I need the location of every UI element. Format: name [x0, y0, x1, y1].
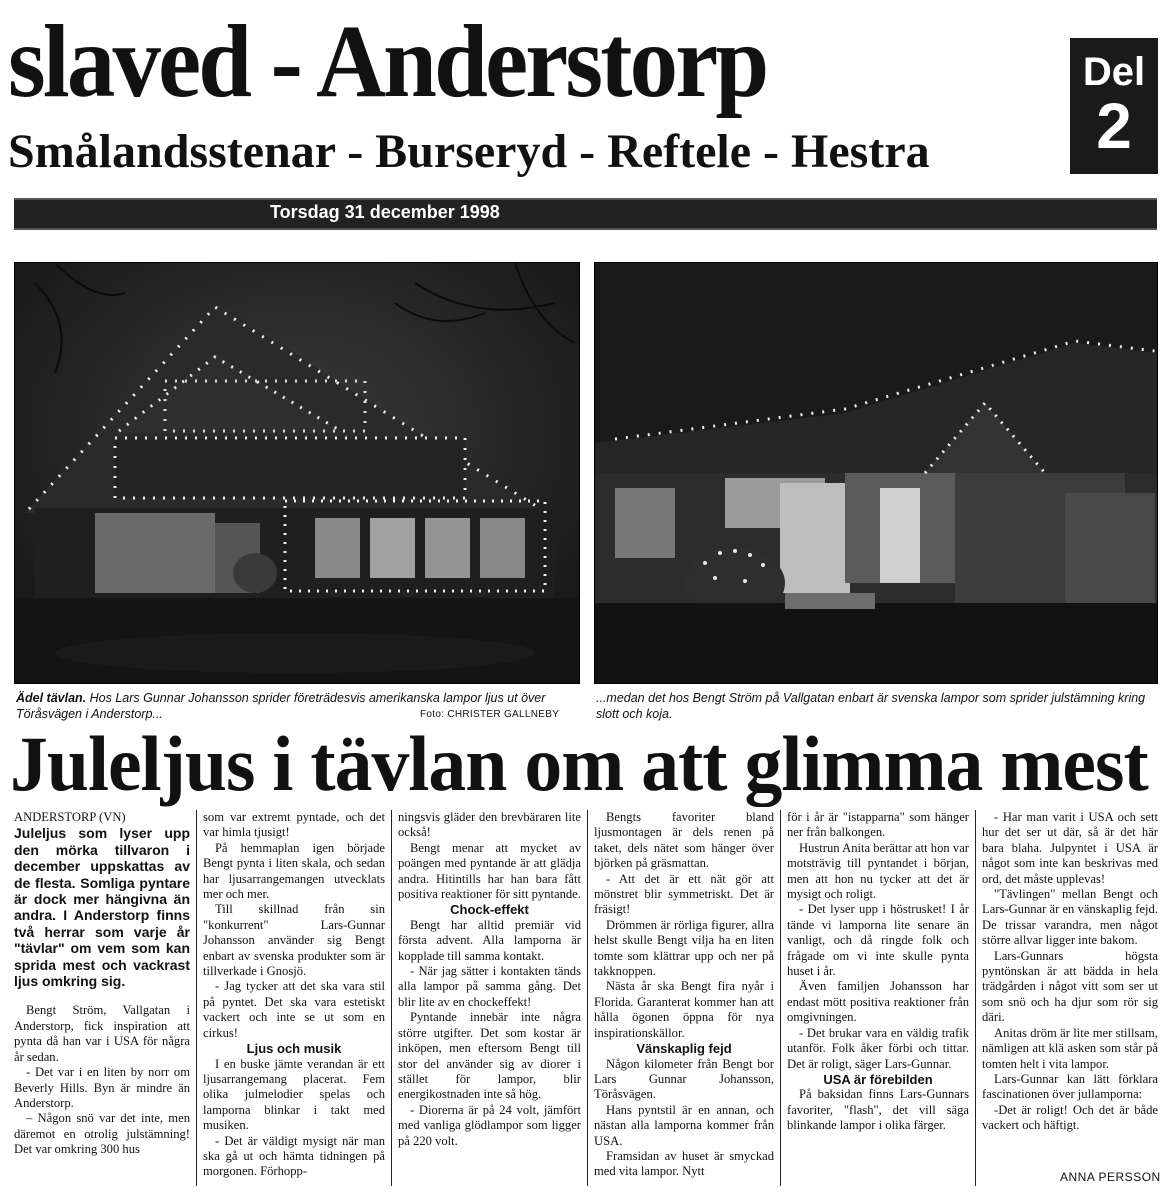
house-photo-right [595, 263, 1157, 683]
paragraph: "Tävlingen" mellan Bengt och Lars-Gunnar är en vänskaplig fejd. De trissar varandra, men något större allvar ligger inte bakom. [982, 887, 1158, 948]
paragraph: Någon kilometer från Bengt bor Lars Gunnar Johansson, Töråsvägen. [594, 1056, 774, 1102]
paragraph: - När jag sätter i kontakten tänds alla lampor på samma gång. Det blir lite av en chockeffekt! [398, 964, 581, 1009]
dateline: ANDERSTORP (VN) [14, 810, 126, 824]
column-rule [780, 810, 781, 1186]
masthead-subtitle: Smålandsstenar - Burseryd - Reftele - Hestra [8, 125, 930, 178]
paragraph: Anitas dröm är lite mer stillsam, nämligen att klä asken som står på tomten helt i vita lampor. [982, 1025, 1158, 1071]
column-2 [203, 810, 385, 1180]
subheading: Vänskaplig fejd [636, 1041, 732, 1057]
paragraph: På hemmaplan igen började Bengt pynta i liten skala, och sedan har ljusarrangemangen utvecklats mer och mer. [203, 840, 385, 902]
paragraph: Hans pyntstil är en annan, och nästan alla lamporna kommer från USA. [594, 1102, 774, 1148]
house-photo-left [15, 263, 579, 683]
article-headline: Juleljus i tävlan om att glimma mest [10, 720, 1148, 807]
section-number: 2 [1096, 90, 1132, 162]
issue-date: Torsdag 31 december 1998 [270, 202, 500, 222]
paragraph: Nästa år ska Bengt fira nyår i Florida. Garanterat kommer han att hålla ögonen öppna för nya inspirationskällor. [594, 979, 774, 1040]
column-1 [14, 810, 190, 1158]
section-badge [1070, 38, 1158, 174]
photo-right [594, 262, 1158, 684]
paragraph: Bengt Ström, Vallgatan i Anderstorp, fick inspiration att pynta då han var i USA för några år sedan. [14, 1003, 190, 1064]
paragraph: Lars-Gunnar kan lätt förklara fascinationen över jullamporna: [982, 1071, 1158, 1102]
paragraph: Drömmen är rörliga figurer, allra helst skulle Bengt vilja ha en liten tomte som klättrar upp och ner på takknoppen. [594, 917, 774, 979]
masthead-title: slaved - Anderstorp [8, 4, 767, 119]
paragraph: - Det är väldigt mysigt när man ska gå ut och hämta tidningen på morgonen. Förhopp- [203, 1133, 385, 1179]
paragraph: - Att det är ett nät gör att mönstret blir symmetriskt. Det är fräsigt! [594, 871, 774, 917]
paragraph: På baksidan finns Lars-Gunnars favoriter, "flash", det vill säga blinkande lampor i olika färger. [787, 1087, 969, 1133]
paragraph: Även familjen Johansson har endast mött positiva reaktioner från omgivningen. [787, 979, 969, 1025]
paragraph: ningsvis gläder den brevbäraren lite också! [398, 810, 581, 840]
article-lead: Juleljus som lyser upp den mörka tillvaron i december uppskattas av de flesta. Somliga pyntare är dock mer hängivna än andra. I Anderstorp finns två herrar som varje år "tävlar" om vem som kan sprida mest och vackrast ljus omkring sig. [14, 825, 190, 990]
subheading: USA är förebilden [823, 1071, 933, 1087]
paragraph: -Det är roligt! Och det är både vackert och häftigt. [982, 1102, 1158, 1133]
paragraph: - Det brukar vara en väldig trafik utanför. Folk åker förbi och tittar. Det är roligt, säger Lars-Gunnar. [787, 1025, 969, 1071]
paragraph: Bengts favoriter bland ljusmontagen är dels renen på taket, dels nätet som hänger över björken på gräsmattan. [594, 810, 774, 871]
subheading: Chock-effekt [450, 902, 529, 918]
column-6 [982, 810, 1158, 1134]
column-rule [975, 810, 976, 1186]
paragraph: - Det var i en liten by norr om Beverly Hills. Byn är mindre än Anderstorp. [14, 1065, 190, 1110]
paragraph: Hustrun Anita berättar att hon var motsträvig till pyntandet i början, men att hon nu tycker att det är mysigt och roligt. [787, 840, 969, 902]
date-bar [14, 198, 1157, 230]
paragraph: Bengt menar att mycket av poängen med pyntande är att glädja andra. Hitintills har han bara fått positiva reaktioner för sitt pyntande. [398, 840, 581, 902]
paragraph: - Har man varit i USA och sett hur det ser ut där, så är det här bara blaha. Julpyntet i USA är något som inte kan beskrivas med ord, det måste upplevas! [982, 810, 1158, 886]
section-label: Del [1082, 50, 1146, 94]
paragraph: - Det lyser upp i höstrusket! I år tände vi lamporna lite senare än vanligt, och då ringde folk och frågade om vi inte skulle pynta huset i år. [787, 902, 969, 979]
paragraph: – Någon snö var det inte, men däremot en otrolig julstämning! Det var omkring 300 hus [14, 1111, 190, 1157]
paragraph: I en buske jämte verandan är ett ljusarrangemang placerat. Fem olika julmelodier spelas och lamporna blinkar i takt med musiken. [203, 1056, 385, 1133]
column-rule [391, 810, 392, 1186]
column-rule [196, 810, 197, 1186]
column-3 [398, 810, 581, 1149]
photo-credit: Foto: CHRISTER GALLNEBY [420, 709, 560, 720]
column-5 [787, 810, 969, 1134]
paragraph: Bengt har alltid premiär vid första advent. Alla lamporna är kopplade till samma kontakt. [398, 917, 581, 963]
column-rule [587, 810, 588, 1186]
paragraph: Lars-Gunnars högsta pyntönskan är att bädda in hela trädgården i något vitt som ser ut som snö och ha djur som rör sig däri. [982, 948, 1158, 1025]
paragraph: för i år är "istapparna" som hänger ner från balkongen. [787, 810, 969, 840]
paragraph: som var extremt pyntade, och det var himla tjusigt! [203, 810, 385, 840]
paragraph: Framsidan av huset är smyckad med vita lampor. Nytt [594, 1148, 774, 1179]
paragraph: - Diorerna är på 24 volt, jämfört med vanliga glödlampor som ligger på 220 volt. [398, 1102, 581, 1148]
photo-left [14, 262, 580, 684]
caption-lead: Ädel tävlan. [16, 691, 87, 705]
caption-text-left: Hos Lars Gunnar Johansson sprider företrädesvis amerikanska lampor ljus ut över Töråsvägen i Anderstorp... [16, 691, 546, 721]
byline: ANNA PERSSON [1060, 1170, 1161, 1184]
subheading: Ljus och musik [246, 1041, 342, 1057]
paragraph: Pyntande innebär inte några större utgifter. Det som kostar är inköpen, men eftersom Bengt till stor del använder sig av diorer i stället för lampor, blir energikostnaden inte så hög. [398, 1010, 581, 1102]
column-4 [594, 810, 774, 1180]
paragraph: - Jag tycker att det ska vara stil på pyntet. Det ska vara estetiskt vackert och inte se ut som en cirkus! [203, 979, 385, 1040]
paragraph: Till skillnad från sin "konkurrent" Lars-Gunnar Johansson använder sig Bengt enbart av svenska produkter som är tillverkade i Gnosjö. [203, 902, 385, 979]
photo-caption-right: ...medan det hos Bengt Ström på Vallgatan enbart är svenska lampor som sprider julstämning kring slott och koja. [596, 691, 1146, 721]
